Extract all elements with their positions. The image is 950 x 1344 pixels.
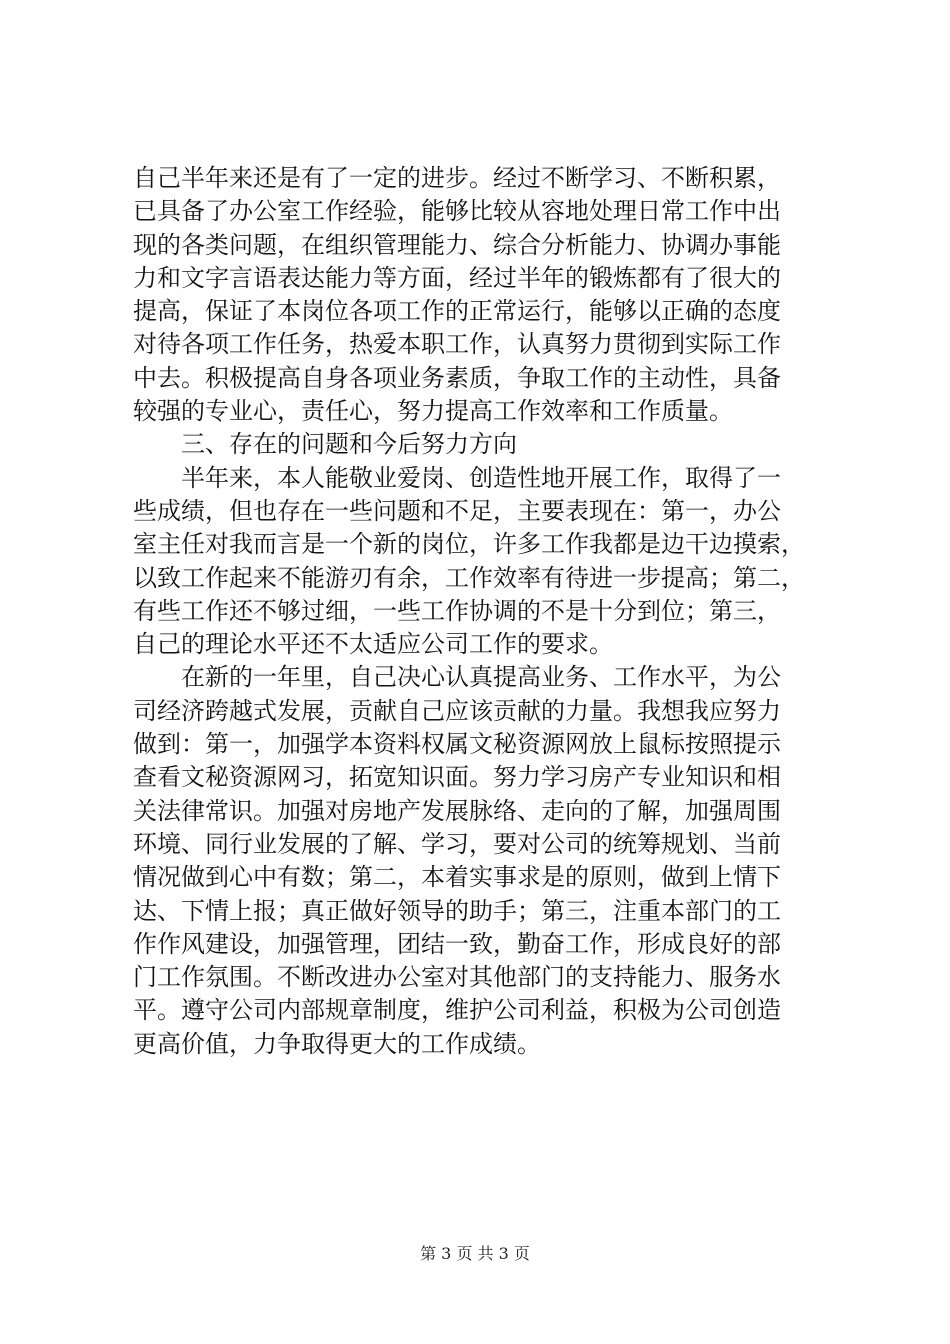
text-line: 以致工作起来不能游刃有余，工作效率有待进一步提高；第二， <box>133 563 805 592</box>
section-heading: 三、存在的问题和今后努力方向 <box>181 430 517 459</box>
text-line: 些成绩，但也存在一些问题和不足，主要表现在：第一，办公 <box>133 496 781 525</box>
text-line: 做到：第一，加强学本资料权属文秘资源网放上鼠标按照提示 <box>133 730 781 759</box>
text-line: 有些工作还不够过细，一些工作协调的不是十分到位；第三， <box>133 596 781 625</box>
text-line: 达、下情上报；真正做好领导的助手；第三，注重本部门的工 <box>133 896 781 925</box>
text-line: 较强的专业心，责任心，努力提高工作效率和工作质量。 <box>133 397 733 426</box>
text-line: 提高，保证了本岗位各项工作的正常运行，能够以正确的态度 <box>133 297 781 326</box>
text-line: 更高价值，力争取得更大的工作成绩。 <box>133 1029 541 1058</box>
text-line: 环境、同行业发展的了解、学习，要对公司的统筹规划、当前 <box>133 829 781 858</box>
text-line: 已具备了办公室工作经验，能够比较从容地处理日常工作中出 <box>133 197 781 226</box>
text-line: 关法律常识。加强对房地产发展脉络、走向的了解，加强周围 <box>133 796 781 825</box>
text-line: 力和文字言语表达能力等方面，经过半年的锻炼都有了很大的 <box>133 263 781 292</box>
text-line: 室主任对我而言是一个新的岗位，许多工作我都是边干边摸索， <box>133 530 805 559</box>
text-line: 门工作氛围。不断改进办公室对其他部门的支持能力、服务水 <box>133 963 781 992</box>
paragraph-start-line: 半年来，本人能敬业爱岗、创造性地开展工作，取得了一 <box>181 463 781 492</box>
text-line: 查看文秘资源网习，拓宽知识面。努力学习房产专业知识和相 <box>133 763 781 792</box>
text-line: 平。遵守公司内部规章制度，维护公司利益，积极为公司创造 <box>133 996 781 1025</box>
text-line: 自己半年来还是有了一定的进步。经过不断学习、不断积累， <box>133 164 781 192</box>
text-line: 情况做到心中有数；第二，本着实事求是的原则，做到上情下 <box>133 863 781 892</box>
text-line: 现的各类问题，在组织管理能力、综合分析能力、协调办事能 <box>133 230 781 259</box>
text-line: 中去。积极提高自身各项业务素质，争取工作的主动性，具备 <box>133 363 781 392</box>
paragraph-start-line: 在新的一年里，自己决心认真提高业务、工作水平，为公 <box>181 663 781 692</box>
document-body <box>133 162 839 1061</box>
page-number-footer: 第 3 页 共 3 页 <box>420 1244 530 1263</box>
text-line: 对待各项工作任务，热爱本职工作，认真努力贯彻到实际工作 <box>133 330 781 359</box>
text-line: 作作风建设，加强管理，团结一致，勤奋工作，形成良好的部 <box>133 929 781 958</box>
text-line: 自己的理论水平还不太适应公司工作的要求。 <box>133 630 613 659</box>
text-line: 司经济跨越式发展，贡献自己应该贡献的力量。我想我应努力 <box>133 696 781 725</box>
